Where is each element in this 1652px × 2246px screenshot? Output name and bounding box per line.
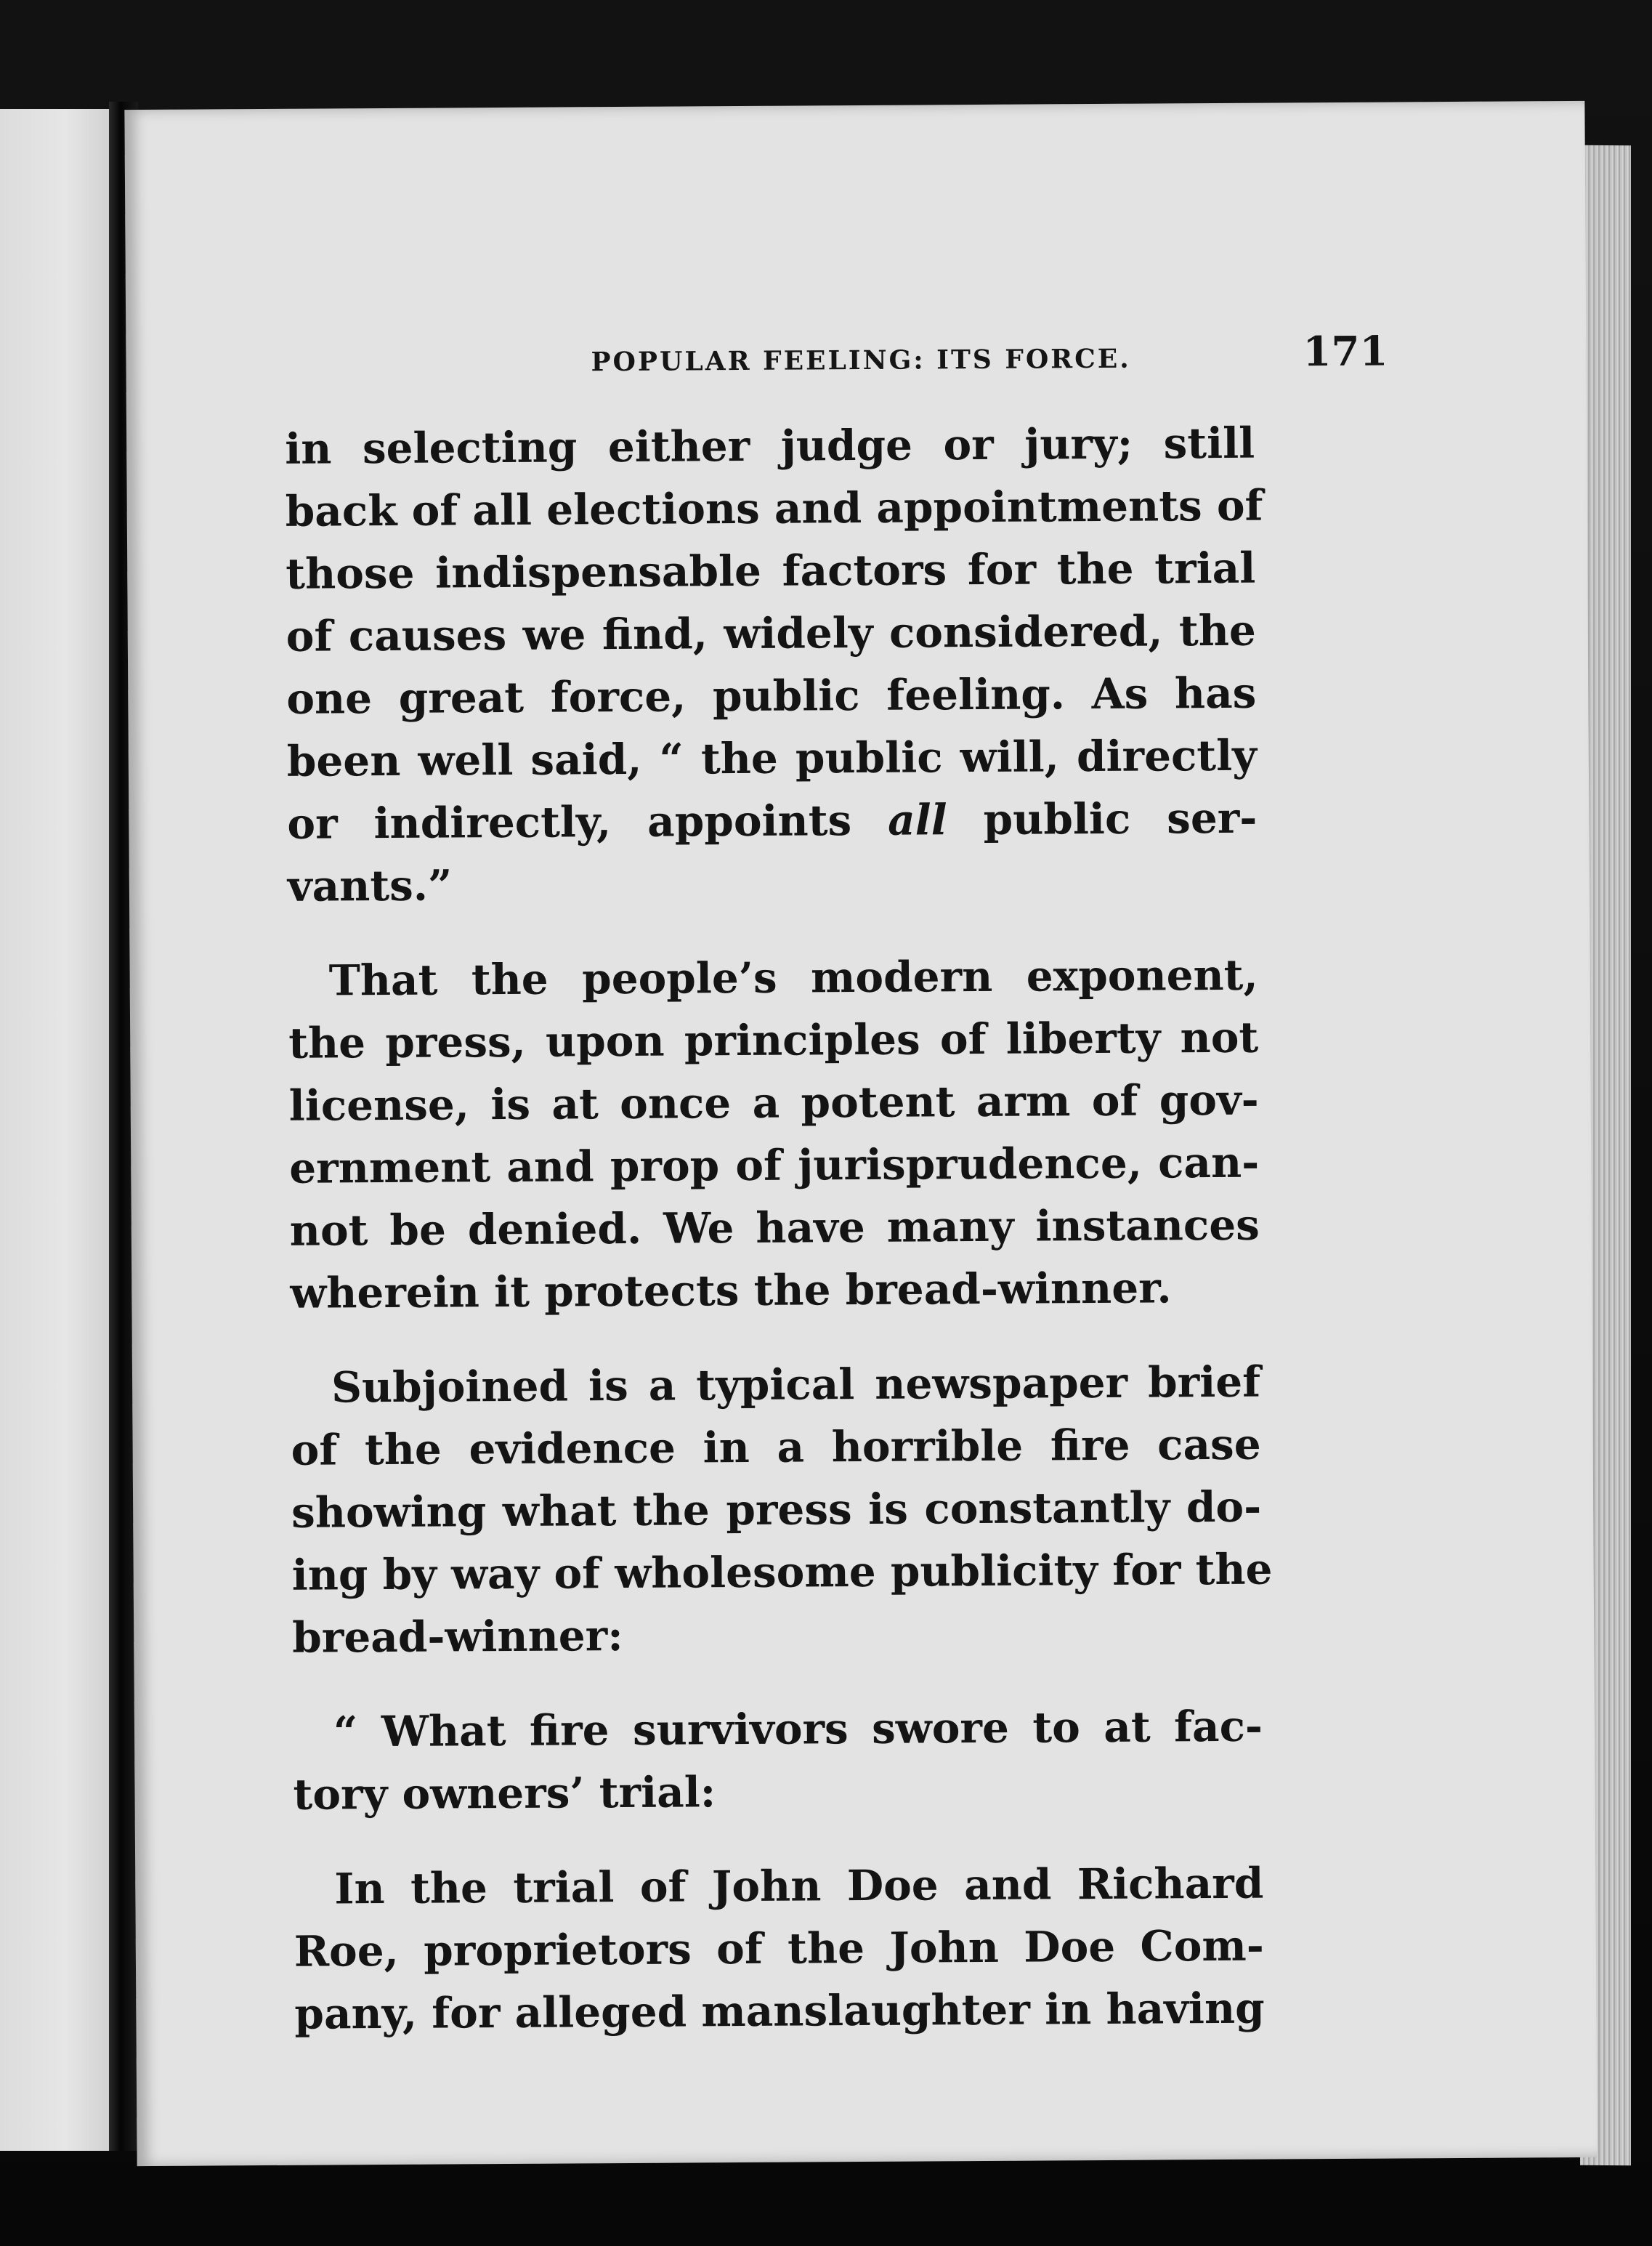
paragraph-2 xyxy=(288,944,1260,1325)
text-line: not be denied. We have many instances xyxy=(289,1200,1260,1256)
text-line: been well said, “ the public will, directly xyxy=(286,730,1258,786)
text-line: one great force, public feeling. As has xyxy=(286,668,1257,724)
text-line: the press, upon principles of liberty not xyxy=(288,1012,1259,1068)
text-line: “ What fire survivors swore to at fac- xyxy=(333,1701,1263,1757)
text-line: ing by way of wholesome publicity for the xyxy=(291,1544,1273,1600)
text-line: bread-winner: xyxy=(292,1611,623,1663)
page-number: 171 xyxy=(1303,327,1388,376)
text-line: Roe, proprietors of the John Doe Com- xyxy=(293,1920,1265,1976)
text-line: vants.” xyxy=(287,860,453,911)
text-line: wherein it protects the bread-winner. xyxy=(290,1263,1172,1318)
text-line: Subjoined is a typical newspaper brief xyxy=(331,1357,1261,1413)
text-line: showing what the press is constantly do- xyxy=(291,1482,1262,1538)
text-line: in selecting either judge or jury; still xyxy=(285,418,1255,474)
paragraph-3 xyxy=(291,1351,1273,1669)
paragraph-1 xyxy=(285,412,1263,918)
body-text xyxy=(285,412,1273,2045)
text-line: license, is at once a potent arm of gov- xyxy=(288,1075,1259,1131)
paragraph-4 xyxy=(293,1695,1263,1826)
text-line: back of all elections and appointments of xyxy=(285,480,1263,536)
running-head-title: POPULAR FEELING: ITS FORCE. xyxy=(591,343,1131,378)
text-line: ernment and prop of jurisprudence, can- xyxy=(289,1137,1260,1193)
previous-page-edge xyxy=(0,109,109,2151)
book-page xyxy=(124,101,1597,2166)
text-line: tory owners’ trial: xyxy=(293,1767,716,1819)
italic-word: all xyxy=(887,795,947,845)
running-head xyxy=(460,320,1394,413)
text-line: of the evidence in a horrible fire case xyxy=(291,1419,1261,1475)
paragraph-5 xyxy=(293,1852,1265,2045)
text-line: of causes we find, widely considered, the xyxy=(286,605,1256,661)
text-line: That the people’s modern exponent, xyxy=(328,950,1258,1006)
text-line-italic-word: or indirectly, appoints all public ser- xyxy=(287,793,1258,849)
text-line: pany, for alleged manslaughter in having xyxy=(294,1983,1265,2039)
text-line: those indispensable factors for the trial xyxy=(286,543,1256,599)
text-line: In the trial of John Doe and Richard xyxy=(334,1858,1264,1914)
